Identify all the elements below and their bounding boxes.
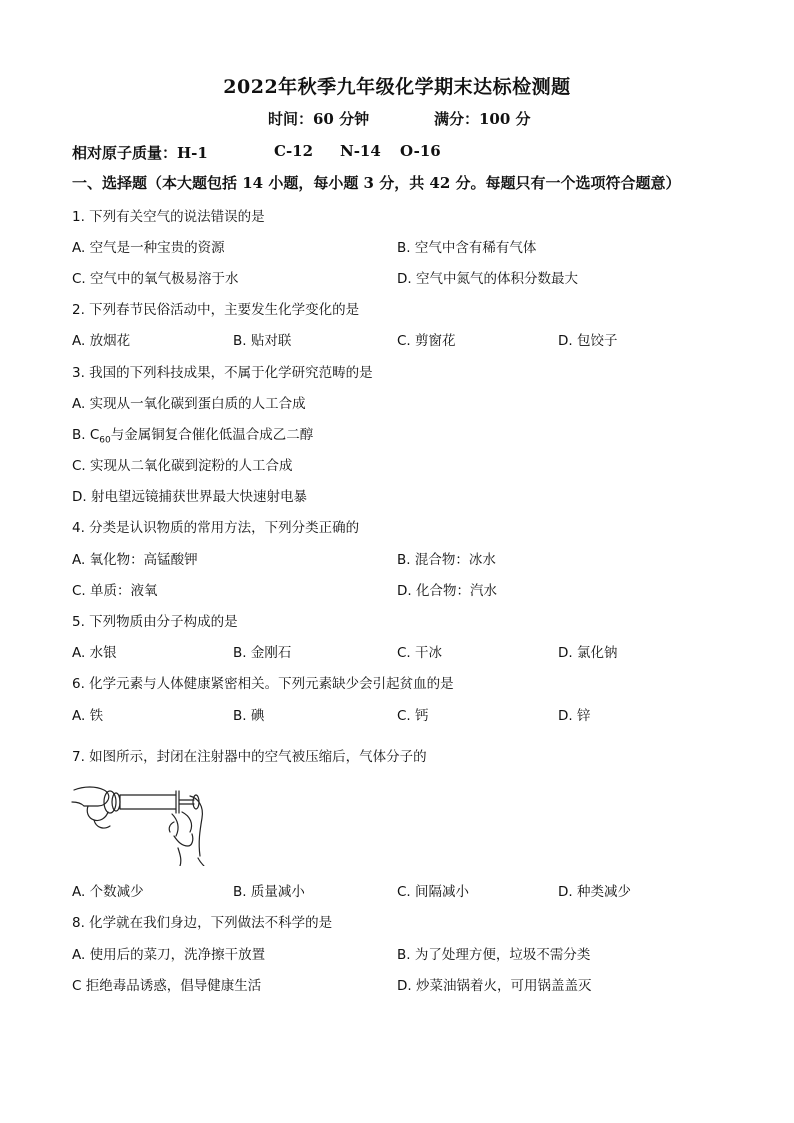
question-stem: 8. 化学就在我们身边，下列做法不科学的是 — [72, 915, 333, 931]
option-c: C. 实现从二氧化碳到淀粉的人工合成 — [72, 458, 293, 474]
option-a: A. 实现从一氧化碳到蛋白质的人工合成 — [72, 396, 306, 412]
option-b: B. 为了处理方便，垃圾不需分类 — [397, 947, 591, 963]
option-c: C. 干冰 — [397, 645, 443, 661]
option-a: A. 放烟花 — [72, 333, 131, 349]
question-stem: 3. 我国的下列科技成果，不属于化学研究范畴的是 — [72, 365, 373, 381]
option-d: D. 炒菜油锅着火，可用锅盖盖灭 — [397, 978, 592, 994]
question-stem: 1. 下列有关空气的说法错误的是 — [72, 209, 265, 225]
atomic-mass-c: C-12 — [274, 142, 314, 160]
option-d: D. 锌 — [558, 708, 591, 724]
option-c: C. 剪窗花 — [397, 333, 456, 349]
option-d: D. 化合物：汽水 — [397, 583, 497, 599]
exam-title: 2022年秋季九年级化学期末达标检测题 — [223, 76, 571, 98]
option-b: B. 空气中含有稀有气体 — [397, 240, 537, 256]
option-a: A. 空气是一种宝贵的资源 — [72, 240, 225, 256]
option-b-subscript: 60 — [99, 435, 111, 446]
exam-score: 满分：100 分 — [434, 110, 531, 128]
question-stem: 4. 分类是认识物质的常用方法，下列分类正确的 — [72, 520, 360, 536]
option-a: A. 水银 — [72, 645, 117, 661]
option-d: D. 射电望远镜捕获世界最大快速射电暴 — [72, 489, 307, 505]
atomic-mass-o: O-16 — [400, 142, 441, 160]
section-heading: 一、选择题（本大题包括 14 小题，每小题 3 分，共 42 分。每题只有一个选项符合题意） — [72, 174, 681, 192]
option-a: A. 氧化物：高锰酸钾 — [72, 552, 198, 568]
atomic-masses — [72, 142, 441, 163]
option-c: C. 钙 — [397, 708, 429, 724]
option-b: B. 金刚石 — [233, 645, 292, 661]
question-stem: 7. 如图所示，封闭在注射器中的空气被压缩后，气体分子的 — [72, 749, 427, 765]
syringe-figure — [70, 776, 210, 866]
option-c: C. 空气中的氧气极易溶于水 — [72, 271, 239, 287]
option-b: B. 贴对联 — [233, 333, 292, 349]
option-d: D. 空气中氮气的体积分数最大 — [397, 271, 578, 287]
option-c: C. 间隔减小 — [397, 884, 470, 900]
atomic-mass-h: 相对原子质量：H-1 — [72, 144, 208, 162]
question-stem: 5. 下列物质由分子构成的是 — [72, 614, 238, 630]
option-d: D. 氯化钠 — [558, 645, 618, 661]
option-b-prefix: B. C — [72, 427, 100, 443]
question-stem: 6. 化学元素与人体健康紧密相关。下列元素缺少会引起贫血的是 — [72, 676, 454, 692]
option-b: B. 混合物：冰水 — [397, 552, 496, 568]
option-d: D. 包饺子 — [558, 333, 618, 349]
option-c: C 拒绝毒品诱惑，倡导健康生活 — [72, 978, 262, 994]
option-b — [72, 423, 313, 446]
option-c: C. 单质：液氧 — [72, 583, 158, 599]
exam-time: 时间：60 分钟 — [268, 110, 370, 128]
option-b: B. 碘 — [233, 708, 265, 724]
option-d: D. 种类减少 — [558, 884, 631, 900]
atomic-mass-n: N-14 — [340, 142, 381, 160]
option-a: A. 铁 — [72, 708, 104, 724]
option-b-text: 与金属铜复合催化低温合成乙二醇 — [110, 427, 314, 443]
option-a: A. 使用后的菜刀，洗净擦干放置 — [72, 947, 266, 963]
question-stem: 2. 下列春节民俗活动中，主要发生化学变化的是 — [72, 302, 360, 318]
option-b: B. 质量减小 — [233, 884, 305, 900]
option-a: A. 个数减少 — [72, 884, 144, 900]
